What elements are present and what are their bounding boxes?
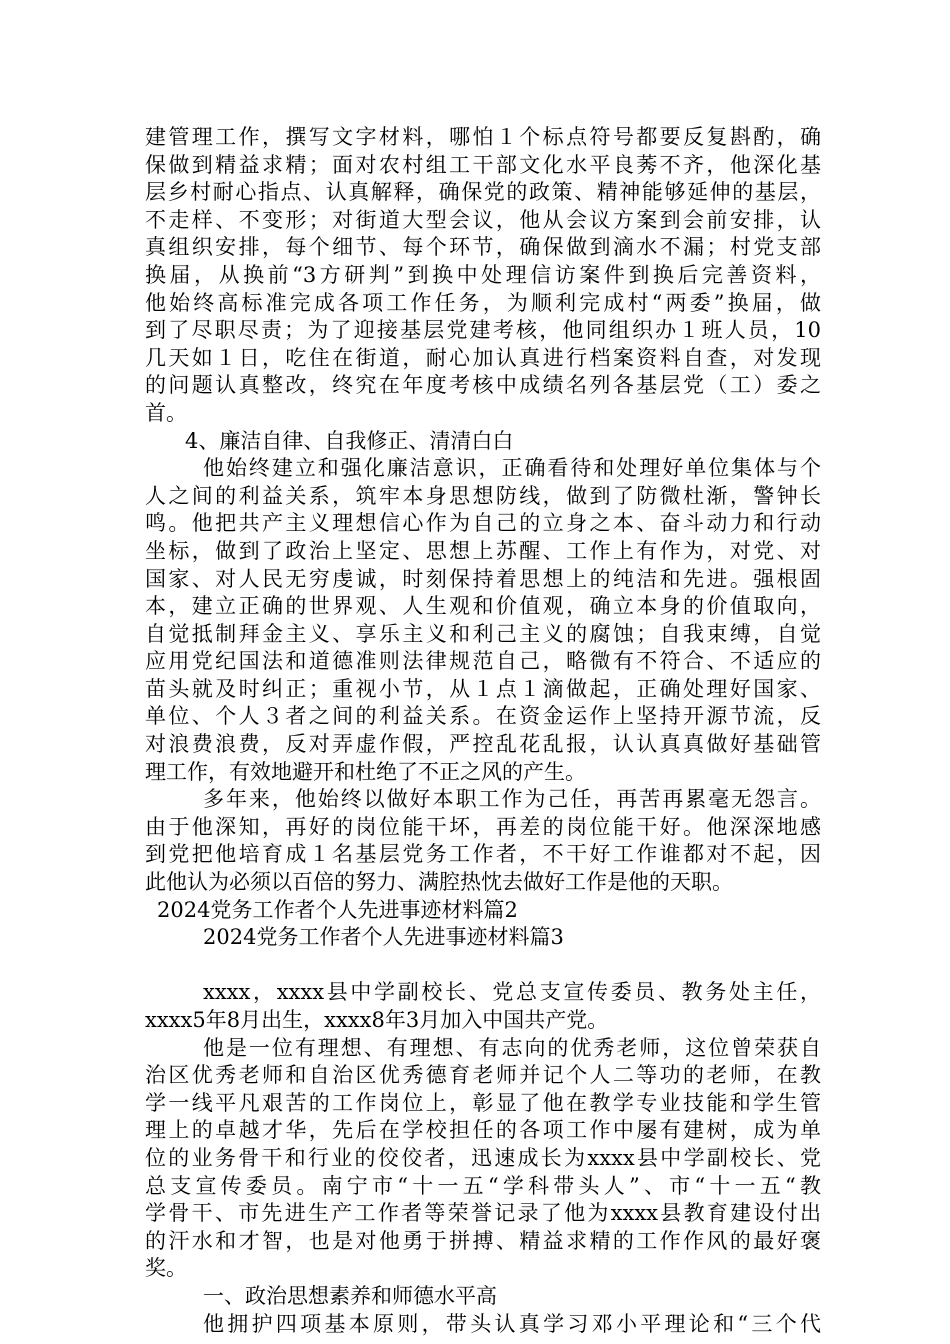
text-line: 他始终建立和强化廉洁意识，正确看待和处理好单位集体与个: [203, 456, 821, 481]
text-line: 位的业务骨干和行业的佼佼者，迅速成长为xxxx县中学副校长、党: [145, 1145, 821, 1170]
text-line: 理工作，有效地避开和杜绝了不正之风的产生。: [145, 759, 586, 784]
text-line: 他是一位有理想、有理想、有志向的优秀老师，这位曾荣获自: [203, 1035, 821, 1060]
blank-line: [145, 952, 821, 980]
article-title: 2024党务工作者个人先进事迹材料篇3: [203, 925, 564, 950]
section-heading: 4、廉洁自律、自我修正、清清白白: [185, 428, 514, 453]
text-line: 真组织安排，每个细节、每个环节，确保做到滴水不漏；村党支部: [145, 235, 821, 260]
text-line: 理上的卓越才华，先后在学校担任的各项工作中屡有建树，成为单: [145, 1118, 821, 1143]
text-line: 的问题认真整改，终究在年度考核中成绩名列各基层党（工）委之: [145, 373, 821, 398]
section-heading: 一、政治思想素养和师德水平高: [203, 1283, 497, 1308]
text-line: 应用党纪国法和道德准则法律规范自己，略微有不符合、不适应的: [145, 649, 821, 674]
text-line: xxxx，xxxx县中学副校长、党总支宣传委员、教务处主任，: [203, 980, 821, 1005]
text-line: 建管理工作，撰写文字材料，哪怕１个标点符号都要反复斟酌，确: [145, 125, 821, 149]
text-line: 到党把他培育成１名基层党务工作者，不干好工作谁都对不起，因: [145, 842, 821, 867]
text-line: 学一线平凡艰苦的工作岗位上，彰显了他在教学专业技能和学生管: [145, 1090, 821, 1115]
text-line: 苗头就及时纠正；重视小节，从１点１滴做起，正确处理好国家、: [145, 676, 821, 701]
text-line: 到了尽职尽责；为了迎接基层党建考核，他同组织办１班人员，10: [145, 318, 821, 343]
text-line: 不走样、不变形；对街道大型会议，他从会议方案到会前安排，认: [145, 207, 821, 232]
text-line: 首。: [145, 400, 187, 425]
text-line: 对浪费浪费，反对弄虚作假，严控乱花乱报，认认真真做好基础管: [145, 732, 821, 757]
text-line: 的汗水和才智，也是对他勇于拼搏、精益求精的工作作风的最好褒: [145, 1228, 821, 1253]
text-line: 单位、个人３者之间的利益关系。在资金运作上坚持开源节流，反: [145, 704, 821, 729]
text-line: 学骨干、市先进生产工作者等荣誉记录了他为xxxx县教育建设付出: [145, 1201, 821, 1226]
text-line: 层乡村耐心指点、认真解释，确保党的政策、精神能够延伸的基层，: [145, 180, 821, 205]
text-line: 坐标，做到了政治上坚定、思想上苏醒、工作上有作为，对党、对: [145, 538, 821, 563]
text-line: xxxx5年8月出生，xxxx8年3月加入中国共产党。: [145, 1008, 609, 1032]
text-line: 本，建立正确的世界观、人生观和价值观，确立本身的价值取向，: [145, 594, 821, 619]
text-line: 保做到精益求精；面对农村组工干部文化水平良莠不齐，他深化基: [145, 152, 821, 177]
text-line: 总支宣传委员。南宁市“十一五“学科带头人”、市“十一五“教: [145, 1173, 821, 1198]
text-line: 多年来，他始终以做好本职工作为己任，再苦再累毫无怨言。: [203, 787, 821, 812]
text-line: 鸣。他把共产主义理想信心作为自己的立身之本、奋斗动力和行动: [145, 511, 821, 536]
document-page: [145, 124, 821, 1338]
text-line: 由于他深知，再好的岗位能干坏，再差的岗位能干好。他深深地感: [145, 814, 821, 839]
text-line: 国家、对人民无穷虔诚，时刻保持着思想上的纯洁和先进。强根固: [145, 566, 821, 591]
article-title: 2024党务工作者个人先进事迹材料篇2: [157, 897, 518, 922]
text-line: 治区优秀老师和自治区优秀德育老师并记个人二等功的老师，在教: [145, 1063, 821, 1088]
text-line: 奖。: [145, 1256, 187, 1281]
text-line: 此他认为必须以百倍的努力、满腔热忱去做好工作是他的天职。: [145, 870, 733, 895]
text-line: 他拥护四项基本原则，带头认真学习邓小平理论和“三个代: [203, 1311, 821, 1336]
text-line: 自觉抵制拜金主义、享乐主义和利己主义的腐蚀；自我束缚，自觉: [145, 621, 821, 646]
text-line: 他始终高标准完成各项工作任务，为顺利完成村“两委”换届，做: [145, 290, 821, 315]
text-line: 人之间的利益关系，筑牢本身思想防线，做到了防微杜渐，警钟长: [145, 483, 821, 508]
text-line: 几天如１日，吃住在街道，耐心加认真进行档案资料自查，对发现: [145, 345, 821, 370]
text-line: 换届，从换前“3方研判”到换中处理信访案件到换后完善资料，: [145, 262, 821, 287]
